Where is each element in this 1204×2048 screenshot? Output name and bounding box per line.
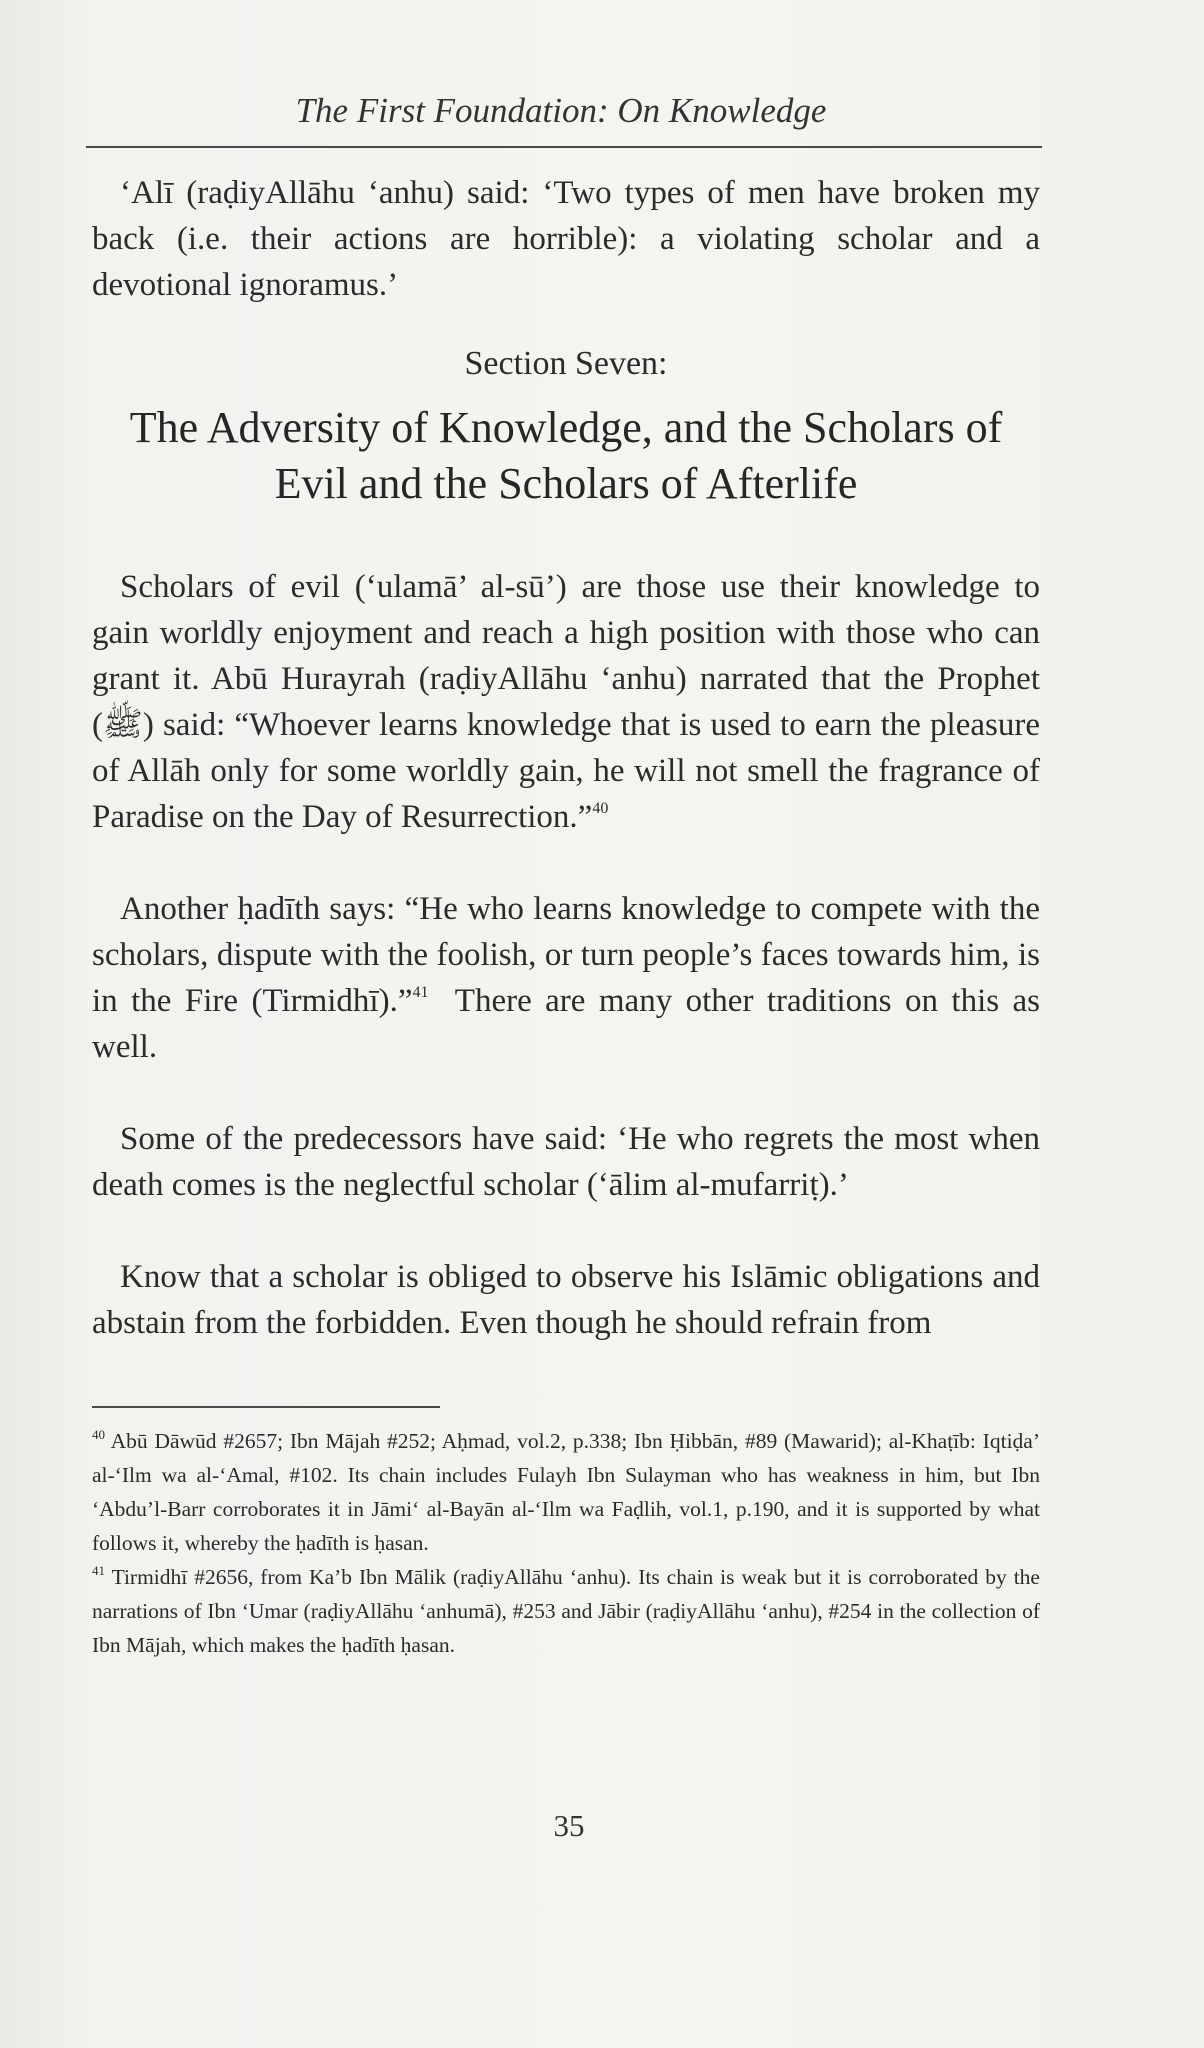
book-page xyxy=(92,88,1040,1662)
paragraph-scholars-of-evil xyxy=(92,564,1040,840)
section-title-line-1: The Adversity of Knowledge, and the Scholars of xyxy=(129,402,1003,452)
paragraph-scholars-of-evil-text: Scholars of evil (‘ulamā’ al-sū’) are those use their knowledge to gain worldly enjoyment and reach a high position with those who can grant it. Abū Hurayrah (raḍiyAllāhu ‘anhu) narrated that the Prophet (ﷺ) said: “Whoever learns knowledge that is used to earn the pleasure of Allāh only for some worldly gain, he will not smell the fragrance of Paradise on the Day of Resurrection.” xyxy=(92,568,1040,835)
running-head: The First Foundation: On Knowledge xyxy=(295,91,827,130)
footnote-40-text: Abū Dāwūd #2657; Ibn Mājah #252; Aḥmad, vol.2, p.338; Ibn Ḥibbān, #89 (Mawarid); al-Khaṭīb: Iqtiḍa’ al-‘Ilm wa al-‘Amal, #102. Its chain includes Fulayh Ibn Sulayman who has weakness in him, but Ibn ‘Abdu’l-Barr corroborates it in Jāmi‘ al-Bayān al-‘Ilm wa Faḍlih, vol.1, p.190, and it is supported by what follows it, whereby the ḥadīth is ḥasan. xyxy=(92,1428,1040,1555)
section-label: Section Seven: xyxy=(464,344,668,382)
section-title xyxy=(92,400,1040,512)
paragraph-ali-quote: ‘Alī (raḍiyAllāhu ‘anhu) said: ‘Two types of men have broken my back (i.e. their actions are horrible): a violating scholar and a devotional ignoramus.’ xyxy=(92,174,1040,303)
paragraph-another-hadith xyxy=(92,886,1040,1070)
footnote-number-41: 41 xyxy=(92,1562,105,1578)
footnote-40 xyxy=(92,1424,1040,1560)
header-rule xyxy=(86,146,1042,148)
footnote-41 xyxy=(92,1560,1040,1662)
footnote-number-40: 40 xyxy=(92,1426,105,1442)
footnotes xyxy=(92,1424,1040,1662)
footnote-ref-41[interactable]: 41 xyxy=(412,983,429,1001)
paragraph-another-hadith-continuation: There are many other traditions on this as well. xyxy=(92,982,1040,1065)
section-title-line-2: Evil and the Scholars of Afterlife xyxy=(274,458,858,508)
paragraph-scholar-obligations: Know that a scholar is obliged to observe his Islāmic obligations and abstain from the forbidden. Even though he should refrain from xyxy=(92,1258,1040,1341)
paragraph-predecessors: Some of the predecessors have said: ‘He who regrets the most when death comes is the neglectful scholar (‘ālim al-mufarriṭ).’ xyxy=(92,1120,1040,1203)
footnote-rule xyxy=(92,1406,440,1408)
footnote-ref-40[interactable]: 40 xyxy=(592,799,609,817)
page-number: 35 xyxy=(553,1808,585,1843)
footnote-41-text: Tirmidhī #2656, from Ka’b Ibn Mālik (raḍiyAllāhu ‘anhu). Its chain is weak but it is corroborated by the narrations of Ibn ‘Umar (raḍiyAllāhu ‘anhumā), #253 and Jābir (raḍiyAllāhu ‘anhu), #254 in the collection of Ibn Mājah, which makes the ḥadīth ḥasan. xyxy=(92,1564,1040,1657)
paragraph-another-hadith-text: Another ḥadīth says: “He who learns knowledge to compete with the scholars, dispute with the foolish, or turn people’s faces towards him, is in the Fire (Tirmidhī).” xyxy=(92,890,1040,1019)
